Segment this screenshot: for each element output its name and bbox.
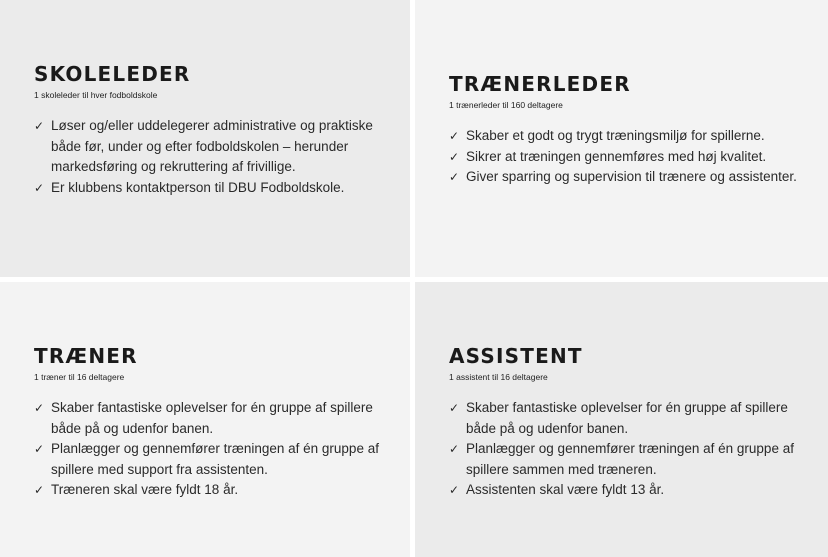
card-assistent [415,282,828,557]
list-item-text: Planlægger og gennemfører træningen af én gruppe af spillere sammen med træneren. [466,441,794,477]
card-content [449,344,808,501]
list-item [449,398,808,439]
check-icon: ✓ [449,401,460,415]
list-item [449,167,808,188]
list-item-text: Assistenten skal være fyldt 13 år. [466,482,665,497]
list-item [34,439,390,480]
list-item [34,178,390,199]
list-item-text: Sikrer at træningen gennemføres med høj kvalitet. [466,148,767,164]
card-subtitle: 1 trænerleder til 160 deltagere [449,100,563,110]
list-item [449,147,808,168]
card-title: ASSISTENT [449,344,583,368]
list-item-text: Træneren skal være fyldt 18 år. [51,482,239,497]
card-subtitle: 1 træner til 16 deltagere [34,372,125,382]
task-list [449,126,808,188]
list-item-text: Skaber fantastiske oplevelser for én gruppe af spillere både på og udenfor banen. [466,400,788,436]
check-icon: ✓ [34,401,45,415]
card-traenerleder [415,0,828,277]
list-item-text: Skaber et godt og trygt træningsmiljø for spillerne. [466,128,765,143]
card-skoleleder [0,0,410,277]
card-title: SKOLELEDER [34,62,191,86]
list-item [34,116,390,178]
list-item [449,439,808,480]
card-title: TRÆNER [34,344,138,368]
list-item [449,480,808,501]
task-list [34,116,390,198]
check-icon: ✓ [34,119,45,133]
card-title: TRÆNERLEDER [449,72,631,96]
card-traener [0,282,410,557]
check-icon: ✓ [34,180,45,195]
list-item-text: Planlægger og gennemfører træningen af én gruppe af spillere med support fra assistenten. [51,441,379,477]
card-content [34,62,390,198]
card-subtitle: 1 assistent til 16 deltagere [449,372,548,382]
list-item-text: Er klubbens kontaktperson til DBU Fodboldskole. [51,179,345,195]
check-icon: ✓ [34,483,45,497]
card-content [449,72,808,188]
check-icon: ✓ [449,129,460,143]
check-icon: ✓ [34,442,45,456]
list-item-text: Giver sparring og supervision til trænere og assistenter. [466,169,797,184]
list-item-text: Skaber fantastiske oplevelser for én gruppe af spillere både på og udenfor banen. [51,400,373,436]
list-item [34,480,390,501]
check-icon: ✓ [449,170,460,184]
check-icon: ✓ [449,442,460,456]
list-item [449,126,808,147]
card-subtitle: 1 skoleleder til hver fodboldskole [34,90,158,100]
check-icon: ✓ [449,483,460,497]
check-icon: ✓ [449,149,460,164]
list-item-text: Løser og/eller uddelegerer administrative og praktiske både før, under og efter fodboldskolen – herunder markedsføring og rekruttering af frivillige. [51,118,373,174]
task-list [449,398,808,501]
list-item [34,398,390,439]
card-content [34,344,390,501]
task-list [34,398,390,501]
